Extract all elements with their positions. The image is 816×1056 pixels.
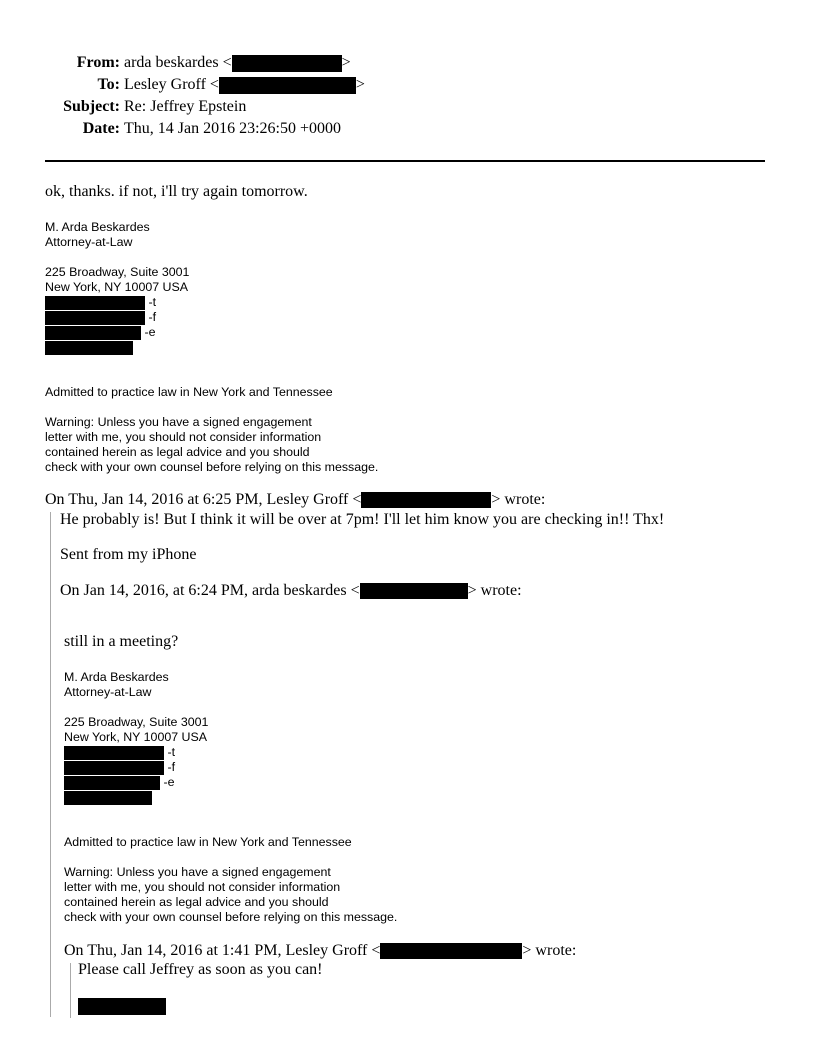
header-to xyxy=(0,74,365,96)
header-divider xyxy=(45,160,765,162)
header-subject xyxy=(0,96,246,118)
signature-name: M. Arda Beskardes xyxy=(45,220,150,234)
redaction xyxy=(45,296,145,310)
signature-address-line1: 225 Broadway, Suite 3001 xyxy=(64,715,209,729)
date-value: Thu, 14 Jan 2016 23:26:50 +0000 xyxy=(124,120,342,137)
to-value: Lesley Groff < xyxy=(124,76,219,93)
quote-bar xyxy=(70,963,71,1018)
attribution-text: On Thu, Jan 14, 2016 at 6:25 PM, Lesley Groff < xyxy=(45,491,362,508)
redaction xyxy=(232,55,342,72)
quote-text: still in a meeting? xyxy=(64,633,179,650)
signature-block xyxy=(64,670,208,805)
redaction xyxy=(45,311,145,325)
quote-attribution xyxy=(45,491,545,509)
warning-line: Warning: Unless you have a signed engagement xyxy=(64,865,331,879)
signature-block xyxy=(45,220,189,355)
tel-suffix: -t xyxy=(148,295,157,309)
quote-text: He probably is! But I think it will be over at 7pm! I'll let him know you are checking in!! Thx! xyxy=(60,511,665,528)
redaction-block xyxy=(78,997,166,1015)
attribution-text: On Thu, Jan 14, 2016 at 1:41 PM, Lesley Groff < xyxy=(64,942,381,959)
signature-name: M. Arda Beskardes xyxy=(64,670,169,684)
fax-suffix: -f xyxy=(148,310,157,324)
redaction xyxy=(64,791,152,805)
attribution-text: On Jan 14, 2016, at 6:24 PM, arda beskardes < xyxy=(60,582,360,599)
redaction xyxy=(64,761,164,775)
redaction xyxy=(361,492,491,508)
quote-attribution xyxy=(64,942,576,960)
attribution-wrote: > wrote: xyxy=(522,942,577,959)
header-date xyxy=(0,118,341,140)
warning-line: check with your own counsel before relying on this message. xyxy=(45,460,379,474)
redaction xyxy=(64,776,160,790)
signature-title: Attorney-at-Law xyxy=(45,235,133,249)
email-suffix: -e xyxy=(163,775,175,789)
warning-line: check with your own counsel before relying on this message. xyxy=(64,910,398,924)
redaction xyxy=(45,326,141,340)
from-label: From: xyxy=(76,54,120,71)
warning-line: contained herein as legal advice and you should xyxy=(64,895,329,909)
quote-text: Please call Jeffrey as soon as you can! xyxy=(78,961,323,978)
warning-block xyxy=(64,865,397,925)
warning-block xyxy=(45,415,378,475)
tel-suffix: -t xyxy=(167,745,176,759)
redaction xyxy=(219,77,356,94)
subject-label: Subject: xyxy=(63,98,120,115)
redaction xyxy=(45,341,133,355)
warning-line: letter with me, you should not consider information xyxy=(45,430,322,444)
close-angle: > xyxy=(341,54,351,71)
redaction xyxy=(78,998,166,1015)
date-label: Date: xyxy=(82,120,120,137)
signature-title: Attorney-at-Law xyxy=(64,685,152,699)
attribution-wrote: > wrote: xyxy=(467,582,522,599)
warning-line: letter with me, you should not consider information xyxy=(64,880,341,894)
sent-from-text: Sent from my iPhone xyxy=(60,546,197,563)
redaction xyxy=(360,583,468,599)
warning-line: Warning: Unless you have a signed engagement xyxy=(45,415,312,429)
quote-bar xyxy=(50,512,51,1017)
fax-suffix: -f xyxy=(167,760,176,774)
header-from xyxy=(0,52,351,74)
subject-value: Re: Jeffrey Epstein xyxy=(124,98,247,115)
admitted-text: Admitted to practice law in New York and Tennessee xyxy=(45,385,333,399)
admitted-text: Admitted to practice law in New York and Tennessee xyxy=(64,835,352,849)
attribution-wrote: > wrote: xyxy=(491,491,546,508)
from-value: arda beskardes < xyxy=(124,54,232,71)
quote-attribution xyxy=(60,582,522,600)
email-suffix: -e xyxy=(144,325,156,339)
redaction xyxy=(380,943,522,959)
redaction xyxy=(64,746,164,760)
signature-address-line2: New York, NY 10007 USA xyxy=(64,730,208,744)
signature-address-line2: New York, NY 10007 USA xyxy=(45,280,189,294)
warning-line: contained herein as legal advice and you should xyxy=(45,445,310,459)
to-label: To: xyxy=(97,76,120,93)
body-text: ok, thanks. if not, i'll try again tomorrow. xyxy=(45,183,308,200)
signature-address-line1: 225 Broadway, Suite 3001 xyxy=(45,265,190,279)
close-angle: > xyxy=(355,76,365,93)
